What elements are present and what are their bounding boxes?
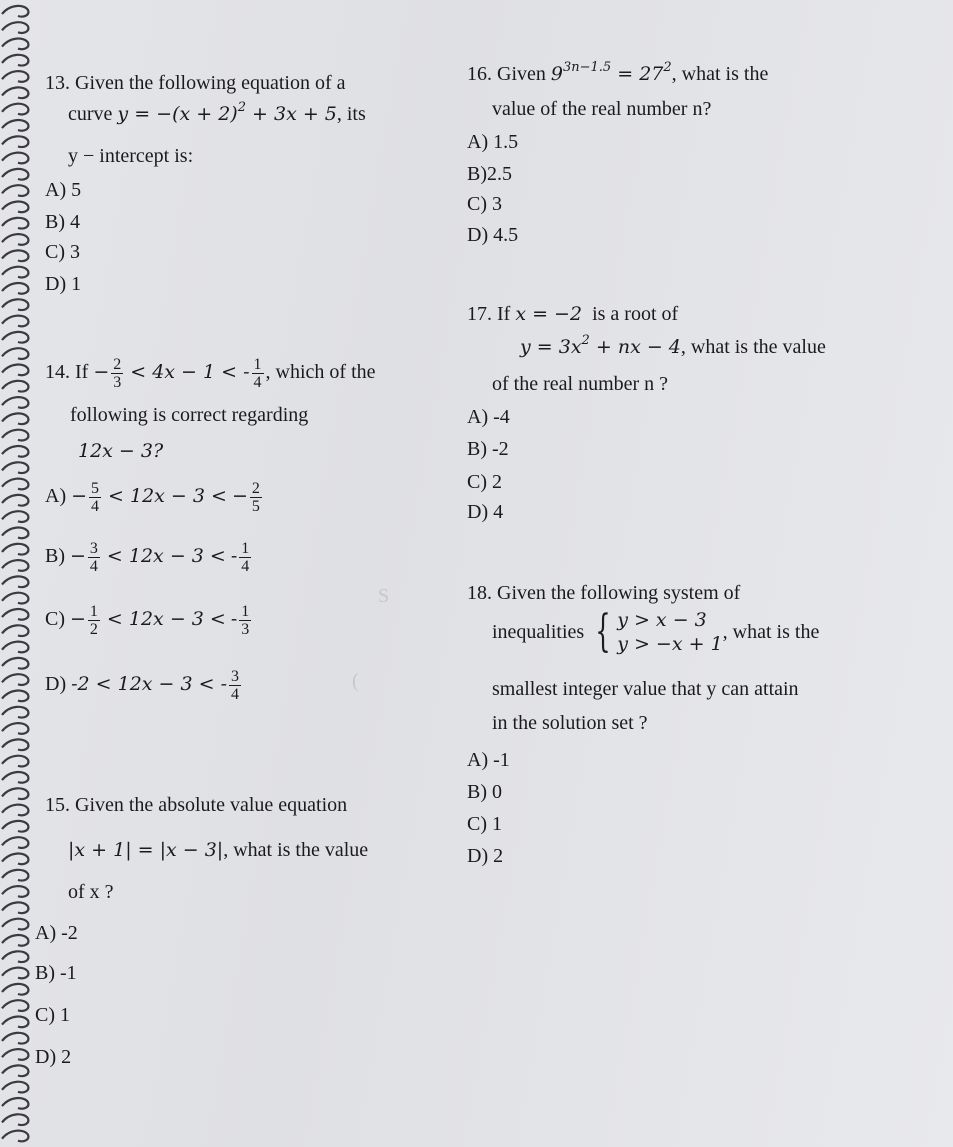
spiral-coil (2, 332, 28, 343)
q15-line3: of x ? (68, 881, 114, 903)
spiral-coil (2, 984, 28, 995)
spiral-coil (2, 854, 28, 865)
q17-line2: $y = 3x^2$ + nx − 4, what is the value (520, 333, 826, 358)
q14-option-a[interactable]: A) − $\frac{5}{4}$ < 12x − 3 < − $\frac{2}{5}$ (45, 480, 260, 515)
spiral-coil (2, 267, 28, 278)
spiral-coil (2, 153, 28, 164)
spiral-coil (2, 625, 28, 636)
spiral-coil (2, 87, 28, 98)
q15-equation: |x + 1| = |x − 3| (68, 839, 224, 861)
spiral-coil (2, 788, 28, 799)
q18-line3: smallest integer value that y can attain (492, 678, 799, 700)
spiral-coil (2, 1082, 28, 1093)
spiral-coil (2, 120, 28, 131)
spiral-coil (2, 739, 28, 750)
spiral-coil (2, 723, 28, 734)
spiral-coil (2, 430, 28, 441)
q14-option-c[interactable]: C) − $\frac{1}{2}$ < 12x − 3 < - $\frac{1}{3}$ (45, 603, 250, 638)
bleed-through-mark: S (378, 585, 390, 607)
q16-option-b[interactable]: B)2.5 (467, 163, 512, 185)
q13-line2: curve $y = -(x + 2)^2 + 3x + 5$, its (68, 100, 366, 125)
left-brace: { (595, 606, 611, 657)
q18-line4: in the solution set ? (492, 712, 648, 734)
spiral-coil (2, 495, 28, 506)
q16-line2: value of the real number n? (492, 98, 712, 120)
q15-option-b[interactable]: B) -1 (35, 962, 77, 984)
spiral-coil (2, 1131, 28, 1142)
q14-line1: 14. If − $\frac{2}{3}$ < 4x − 1 < - $\frac{1}{4}$ , which of the (45, 356, 376, 391)
spiral-coil (2, 576, 28, 587)
bleed-through-mark: ( (352, 670, 359, 692)
q15-option-c[interactable]: C) 1 (35, 1004, 70, 1026)
q13-line1: 13. Given the following equation of a (45, 72, 346, 94)
spiral-coil (2, 528, 28, 539)
spiral-coil (2, 805, 28, 816)
spiral-coil (2, 1114, 28, 1125)
spiral-coil (2, 234, 28, 245)
spiral-coil (2, 560, 28, 571)
spiral-coil (2, 283, 28, 294)
spiral-coil (2, 250, 28, 261)
q17-line3: of the real number n ? (492, 373, 669, 395)
spiral-coil (2, 821, 28, 832)
spiral-coil (2, 674, 28, 685)
spiral-coil (2, 1065, 28, 1076)
q17-option-d[interactable]: D) 4 (467, 501, 504, 523)
spiral-coil (2, 316, 28, 327)
spiral-coil (2, 935, 28, 946)
q15-option-d[interactable]: D) 2 (35, 1046, 72, 1068)
q17-equation: $y = 3x^2$ + nx − 4 (520, 333, 681, 358)
spiral-coil (2, 658, 28, 669)
q16-option-d[interactable]: D) 4.5 (467, 224, 519, 246)
q17-option-a[interactable]: A) -4 (467, 406, 510, 428)
spiral-coil (2, 185, 28, 196)
q13-equation: $y = -(x + 2)^2 + 3x + 5$ (117, 100, 337, 125)
q14-line3: 12x − 3? (78, 440, 164, 462)
q13-option-a[interactable]: A) 5 (45, 179, 82, 201)
spiral-coil (2, 39, 28, 50)
spiral-coil (2, 397, 28, 408)
spiral-coil (2, 609, 28, 620)
spiral-coil (2, 870, 28, 881)
q14-line2: following is correct regarding (70, 404, 309, 426)
spiral-coil (2, 479, 28, 490)
spiral-coil (2, 837, 28, 848)
q13-option-c[interactable]: C) 3 (45, 241, 80, 263)
q18-option-d[interactable]: D) 2 (467, 845, 504, 867)
spiral-coil (2, 756, 28, 767)
q13-line3: y − intercept is: (68, 145, 194, 167)
spiral-coil (2, 6, 28, 17)
spiral-coil (2, 968, 28, 979)
spiral-coil (2, 202, 28, 213)
spiral-coil (2, 642, 28, 653)
spiral-coil (2, 462, 28, 473)
spiral-coil (2, 511, 28, 522)
spiral-coil (2, 104, 28, 115)
q17-option-b[interactable]: B) -2 (467, 438, 509, 460)
spiral-coil (2, 299, 28, 310)
spiral-coil (2, 772, 28, 783)
q15-line1: 15. Given the absolute value equation (45, 794, 348, 816)
q18-line2: inequalities { y > x − 3 y > −x + 1 , what is the (492, 606, 820, 657)
spiral-coil (2, 413, 28, 424)
spiral-binding (0, 0, 36, 1147)
spiral-coil (2, 381, 28, 392)
spiral-coil (2, 707, 28, 718)
spiral-coil (2, 691, 28, 702)
q15-line2: |x + 1| = |x − 3|, what is the value (68, 839, 369, 861)
q14-option-b[interactable]: B) − $\frac{3}{4}$ < 12x − 3 < - $\frac{1}{4}$ (45, 540, 250, 575)
q13-option-d[interactable]: D) 1 (45, 273, 82, 295)
q16-option-a[interactable]: A) 1.5 (467, 131, 519, 153)
q18-line1: 18. Given the following system of (467, 582, 741, 604)
spiral-coil (2, 22, 28, 33)
q18-option-c[interactable]: C) 1 (467, 813, 502, 835)
spiral-coil (2, 1000, 28, 1011)
q18-option-a[interactable]: A) -1 (467, 749, 510, 771)
q18-option-b[interactable]: B) 0 (467, 781, 502, 803)
q16-line1: 16. Given $9^{3n-1.5} = 27^2$, what is the (467, 60, 769, 85)
spiral-coil (2, 902, 28, 913)
spiral-coil (2, 446, 28, 457)
q14-option-d[interactable]: D) -2 < 12x − 3 < - $\frac{3}{4}$ (45, 668, 240, 703)
spiral-coil (2, 1098, 28, 1109)
q15-option-a[interactable]: A) -2 (35, 922, 78, 944)
spiral-coil (2, 1033, 28, 1044)
q13-option-b[interactable]: B) 4 (45, 211, 80, 233)
spiral-coil (2, 348, 28, 359)
spiral-coil (2, 544, 28, 555)
spiral-coil (2, 951, 28, 962)
spiral-coil (2, 71, 28, 82)
spiral-coil (2, 169, 28, 180)
spiral-coil (2, 593, 28, 604)
spiral-coil (2, 1049, 28, 1060)
spiral-coil (2, 365, 28, 376)
q16-option-c[interactable]: C) 3 (467, 193, 502, 215)
q16-equation: $9^{3n-1.5} = 27^2$ (550, 60, 672, 85)
spiral-coil (2, 886, 28, 897)
spiral-coil (2, 55, 28, 66)
spiral-coil (2, 1017, 28, 1028)
q17-option-c[interactable]: C) 2 (467, 471, 502, 493)
q17-line1: 17. If x = −2 is a root of (467, 303, 679, 325)
spiral-coil (2, 218, 28, 229)
spiral-coil (2, 919, 28, 930)
q18-system: y > x − 3 y > −x + 1 (617, 609, 723, 655)
spiral-coil (2, 136, 28, 147)
